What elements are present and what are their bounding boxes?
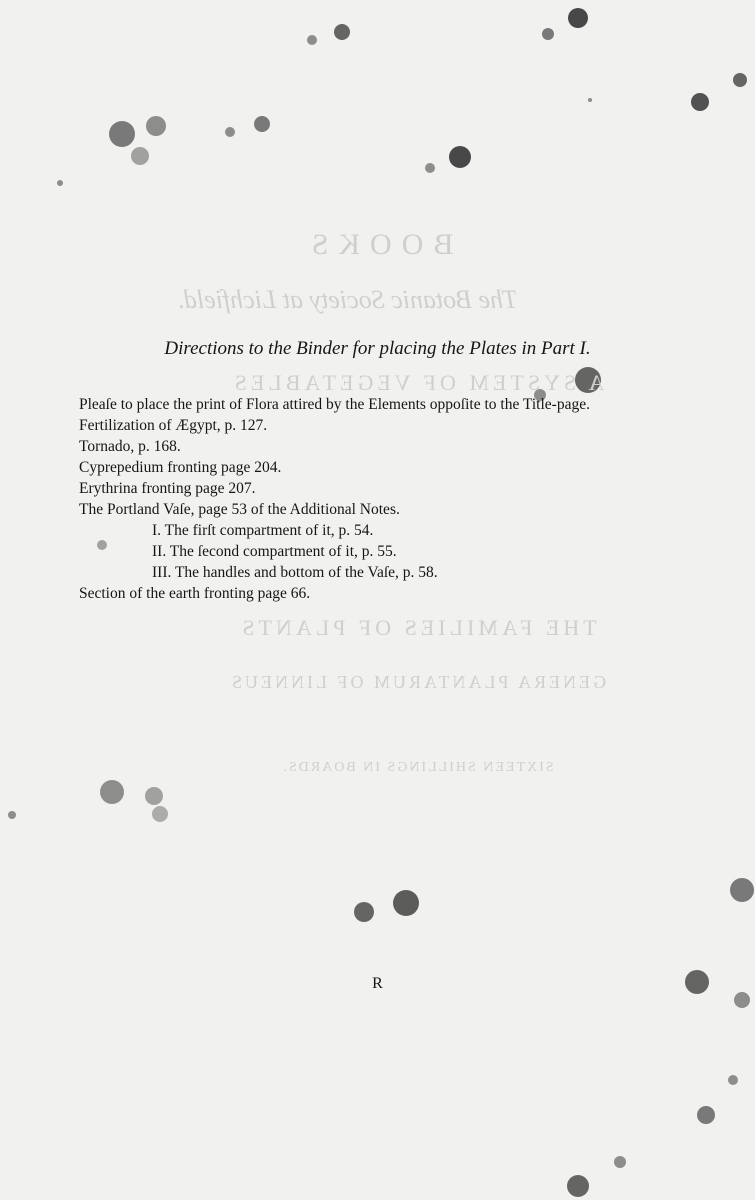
bleed-through-text: THE FAMILIES OF PLANTS bbox=[238, 615, 597, 640]
direction-item: Fertilization of Ægypt, p. 127. bbox=[79, 417, 268, 434]
bleed-through-text: The Botanic Society at Lichfield. bbox=[177, 285, 518, 314]
direction-item: The Portland Vaſe, page 53 of the Additional Notes. bbox=[79, 501, 400, 518]
page-heading: Directions to the Binder for placing the Plates in Part I. bbox=[164, 338, 591, 359]
direction-item: Cyprepedium fronting page 204. bbox=[79, 459, 282, 476]
bleed-through-text: SIXTEEN SHILLINGS IN BOARDS. bbox=[281, 760, 554, 775]
direction-item: Section of the earth fronting page 66. bbox=[79, 585, 311, 602]
direction-item: Pleaſe to place the print of Flora attired by the Elements oppoſite to the Title-page. bbox=[79, 396, 590, 413]
bleed-through-text: GENERA PLANTARUM OF LINNEUS bbox=[228, 672, 607, 692]
directions-list bbox=[79, 394, 719, 604]
bleed-through-text: BOOKS bbox=[301, 228, 454, 261]
direction-item: III. The handles and bottom of the Vaſe, p. 58. bbox=[152, 564, 438, 581]
direction-item: II. The ſecond compartment of it, p. 55. bbox=[152, 543, 397, 560]
direction-item: Tornado, p. 168. bbox=[79, 438, 181, 455]
bleed-through-text: A SYSTEM OF VEGETABLES bbox=[230, 370, 605, 395]
direction-item: I. The firſt compartment of it, p. 54. bbox=[152, 522, 374, 539]
direction-item: Erythrina fronting page 207. bbox=[79, 480, 256, 497]
signature-mark: R bbox=[372, 975, 383, 992]
